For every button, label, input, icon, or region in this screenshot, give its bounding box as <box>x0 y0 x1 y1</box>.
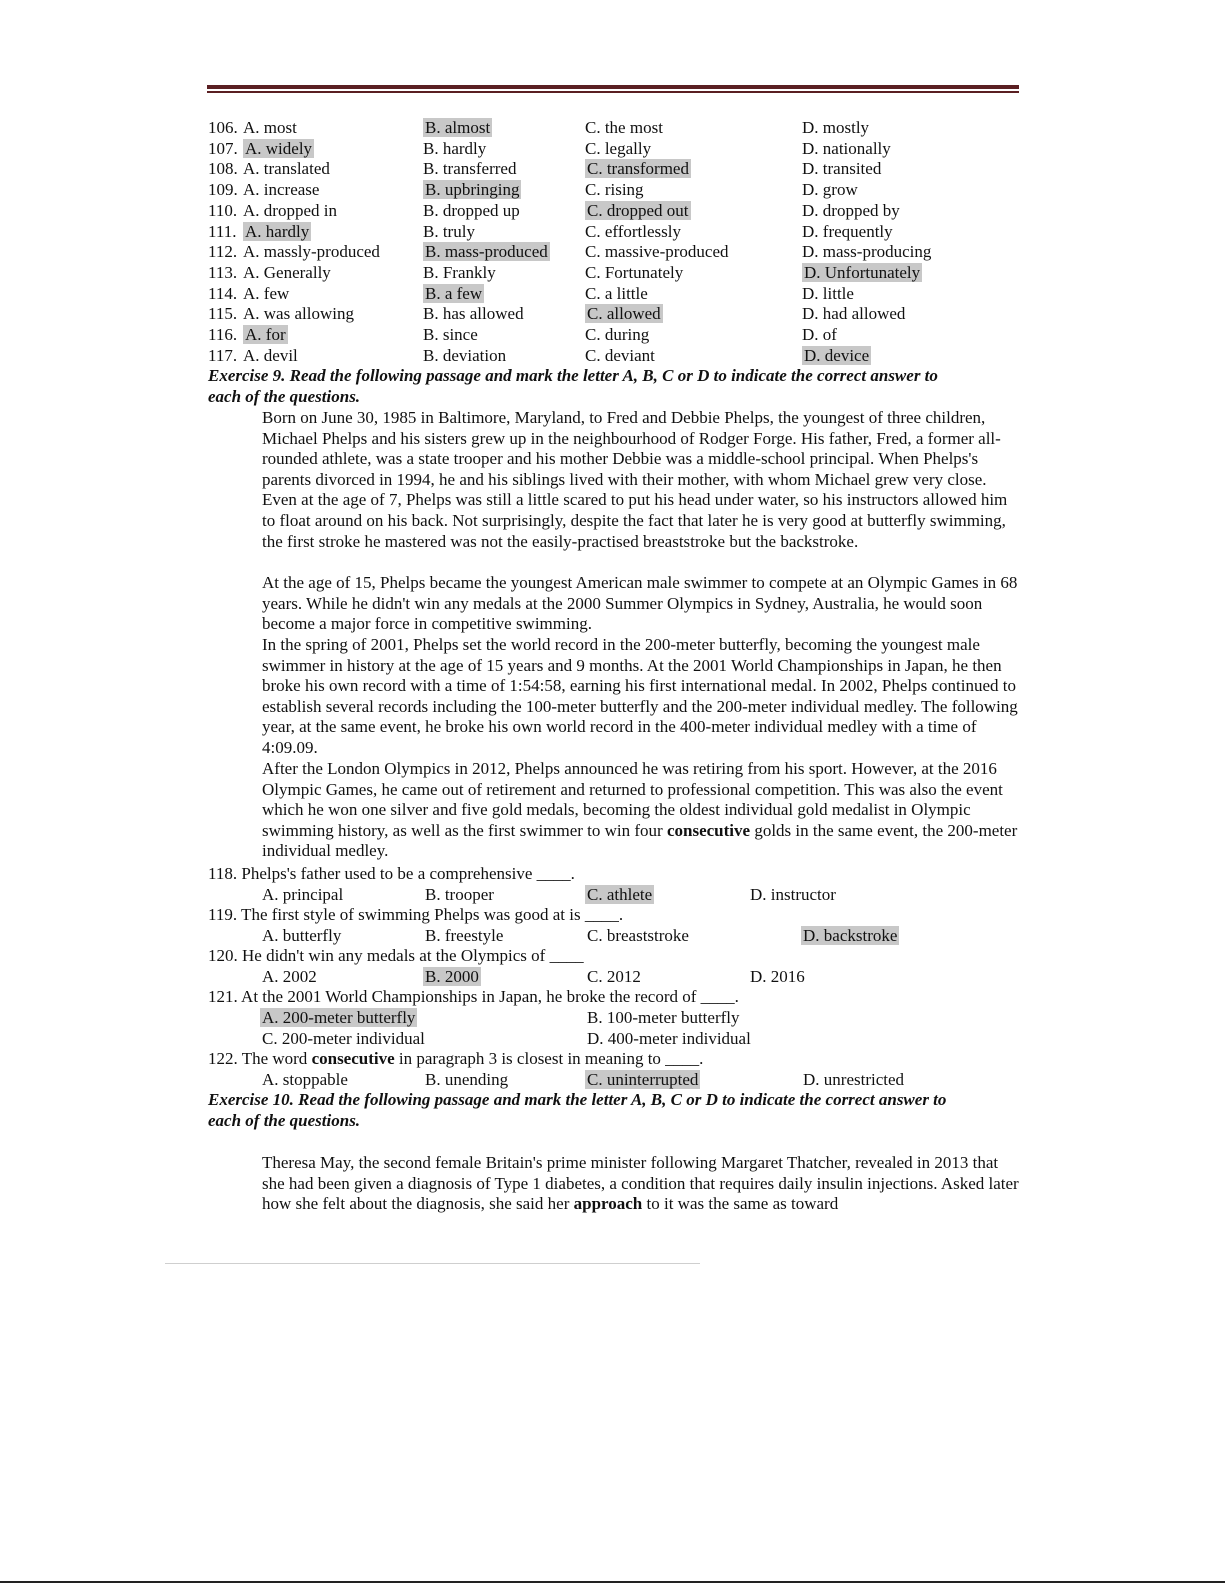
question-119: 119. The first style of swimming Phelps was good at is ____. <box>208 905 624 924</box>
q118-option-a: A. principal <box>262 885 344 904</box>
question-number: 106. <box>208 118 238 137</box>
question-number: 114. <box>208 283 238 303</box>
option-c: C. legally <box>585 138 652 158</box>
option-c: C. deviant <box>585 345 655 365</box>
exercise-9-heading: Exercise 9. Read the following passage and mark the letter A, B, C or D to indicate the correct answer to each of the questions. <box>208 366 938 406</box>
option-d: D. dropped by <box>802 200 900 220</box>
option-b: B. a few <box>425 283 483 303</box>
passage-paragraph-1: Born on June 30, 1985 in Baltimore, Maryland, to Fred and Debbie Phelps, the youngest of three children, Michael Phelps and his sisters grew up in the neighbourhood of Rodger Forge. His father, Fred, a former all-rounded athlete, was a state trooper and his mother Debbie was a middle-school principal. When Phelps's parents divorced in 1994, he and his siblings lived with their mother, with whom Michael grew very close. Even at the age of 7, Phelps was still a little scared to put his head under water, so his instructors allowed him to float around on his back. Not surprisingly, despite the fact that later he is very good at butterfly swimming, the first stroke he mastered was not the easily-practised breaststroke but the backstroke. <box>262 408 1008 551</box>
question-number: 108. <box>208 159 238 179</box>
question-number: 107. <box>208 138 238 158</box>
q120-option-d: D. 2016 <box>750 967 805 986</box>
exercise-10-heading: Exercise 10. Read the following passage and mark the letter A, B, C or D to indicate the correct answer to each of the questions. <box>208 1090 947 1130</box>
option-a: A. for <box>245 325 286 344</box>
option-a: A. increase <box>243 180 320 200</box>
q121-option-a: A. 200-meter butterfly <box>262 1008 416 1027</box>
q118-option-b: B. trooper <box>425 885 494 904</box>
option-b: B. hardly <box>423 138 487 158</box>
q121-option-c: C. 200-meter individual <box>262 1029 425 1048</box>
option-a: A. was allowing <box>243 304 354 324</box>
question-number: 112. <box>208 242 238 262</box>
q120-option-c: C. 2012 <box>587 967 641 986</box>
option-c: C. during <box>585 325 650 344</box>
option-d: D. little <box>802 283 854 303</box>
question-121: 121. At the 2001 World Championships in Japan, he broke the record of ____. <box>208 987 739 1006</box>
exercise-10-paragraph-1: Theresa May, the second female Britain's prime minister following Margaret Thatcher, revealed in 2013 that she had been given a diagnosis of Type 1 diabetes, a condition that requires daily insulin injections. Asked later how she felt about the diagnosis, she said her approach to it was the same as toward <box>262 1153 1019 1214</box>
q119-option-b: B. freestyle <box>425 926 504 945</box>
option-c: C. massive-produced <box>585 242 729 262</box>
option-c: C. allowed <box>587 304 661 324</box>
option-d: D. nationally <box>802 138 891 158</box>
question-number: 113. <box>208 262 238 282</box>
option-b: B. mass-produced <box>425 242 548 262</box>
option-b: B. upbringing <box>425 180 520 200</box>
option-b: B. almost <box>425 118 491 137</box>
option-c: C. the most <box>585 118 663 137</box>
q122-option-b: B. unending <box>425 1070 509 1089</box>
option-b: B. dropped up <box>423 200 520 220</box>
option-a: A. devil <box>243 345 298 365</box>
q119-option-d: D. backstroke <box>803 926 898 945</box>
option-a: A. most <box>243 118 297 137</box>
q122-option-d: D. unrestricted <box>803 1070 905 1089</box>
question-120: 120. He didn't win any medals at the Olympics of ____ <box>208 946 584 965</box>
question-118: 118. Phelps's father used to be a comprehensive ____. <box>208 864 575 883</box>
option-a: A. few <box>243 283 290 303</box>
option-d: D. device <box>804 345 870 365</box>
option-b: B. since <box>423 325 478 344</box>
option-d: D. transited <box>802 159 882 179</box>
option-d: D. had allowed <box>802 304 906 324</box>
option-b: B. transferred <box>423 159 517 179</box>
question-122: 122. The word consecutive in paragraph 3 is closest in meaning to ____. <box>208 1049 704 1068</box>
q122-option-c: C. uninterrupted <box>587 1070 699 1089</box>
question-number: 116. <box>208 325 238 344</box>
passage-paragraph-4: After the London Olympics in 2012, Phelps announced he was retiring from his sport. However, at the 2016 Olympic Games, he came out of retirement and returned to professional competition. This was also the event which he won one silver and five gold medals, becoming the oldest individual gold medalist in Olympic swimming history, as well as the first swimmer to win four consecutive golds in the same event, the 200-meter individual medley. <box>262 759 1018 861</box>
option-d: D. Unfortunately <box>804 262 921 282</box>
option-b: B. Frankly <box>423 262 496 282</box>
question-number: 110. <box>208 200 238 220</box>
passage-paragraph-2: At the age of 15, Phelps became the youngest American male swimmer to compete at an Olympic Games in 68 years. While he didn't win any medals at the 2000 Summer Olympics in Sydney, Australia, he would soon become a major force in competitive swimming. <box>262 573 1018 634</box>
q118-option-c: C. athlete <box>587 885 653 904</box>
option-b: B. truly <box>423 221 475 241</box>
keyword-consecutive: consecutive <box>666 820 751 840</box>
q120-option-b: B. 2000 <box>425 967 479 986</box>
header-rule-thin <box>207 91 1019 93</box>
question-number: 115. <box>208 304 238 324</box>
option-c: C. a little <box>585 283 648 303</box>
option-a: A. widely <box>245 138 313 158</box>
q119-option-a: A. butterfly <box>262 926 342 945</box>
option-d: D. of <box>802 325 837 344</box>
q119-option-c: C. breaststroke <box>587 926 689 945</box>
option-a: A. hardly <box>245 221 310 241</box>
q120-option-a: A. 2002 <box>262 967 317 986</box>
option-a: A. massly-produced <box>243 242 380 262</box>
header-rule-thick <box>207 85 1019 89</box>
question-number: 117. <box>208 345 238 365</box>
footnote-separator <box>165 1263 700 1264</box>
keyword-approach: approach <box>573 1194 643 1214</box>
q118-option-d: D. instructor <box>750 885 836 904</box>
q122-option-a: A. stoppable <box>262 1070 348 1089</box>
option-c: C. effortlessly <box>585 221 682 241</box>
passage-paragraph-3: In the spring of 2001, Phelps set the world record in the 200-meter butterfly, becoming the youngest male swimmer in history at the age of 15 years and 9 months. At the 2001 World Championships in Japan, he then broke his own record with a time of 1:54:58, earning his first international medal. In 2002, Phelps continued to establish several records including the 100-meter butterfly and the 200-meter individual medley. The following year, at the same event, he broke his own world record in the 400-meter individual medley with a time of 4:09.09. <box>262 635 1018 757</box>
option-c: C. rising <box>585 180 644 200</box>
option-d: D. frequently <box>802 221 893 241</box>
option-a: A. Generally <box>243 262 331 282</box>
option-b: B. deviation <box>423 345 507 365</box>
option-c: C. dropped out <box>587 200 689 220</box>
question-number: 111. <box>208 221 237 241</box>
option-c: C. transformed <box>587 159 689 179</box>
q121-option-d: D. 400-meter individual <box>587 1029 751 1048</box>
option-b: B. has allowed <box>423 304 524 324</box>
q121-option-b: B. 100-meter butterfly <box>587 1008 740 1027</box>
option-a: A. dropped in <box>243 200 337 220</box>
question-number: 109. <box>208 180 238 200</box>
option-c: C. Fortunately <box>585 262 684 282</box>
option-d: D. grow <box>802 180 858 200</box>
page-bottom-edge <box>0 1581 1225 1583</box>
option-d: D. mostly <box>802 118 870 137</box>
option-a: A. translated <box>243 159 330 179</box>
option-d: D. mass-producing <box>802 242 932 262</box>
